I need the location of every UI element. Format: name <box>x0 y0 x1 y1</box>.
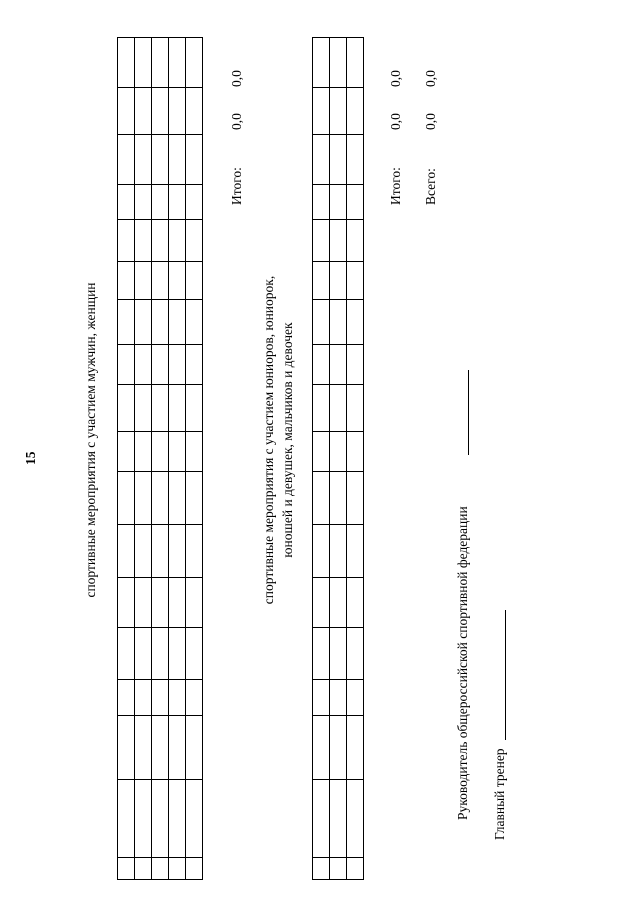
table-cell <box>347 858 364 880</box>
table-row <box>313 38 330 880</box>
table-cell <box>347 680 364 716</box>
table-cell <box>347 628 364 680</box>
table-cell <box>313 716 330 780</box>
table-cell <box>135 525 152 578</box>
table-cell <box>330 38 347 88</box>
table-cell <box>169 300 186 345</box>
table-cell <box>330 300 347 345</box>
table-cell <box>135 38 152 88</box>
table-cell <box>118 135 135 185</box>
table-row <box>135 38 152 880</box>
table-cell <box>186 578 203 628</box>
coach-signature-line <box>505 610 506 740</box>
section2-title-line1: спортивные мероприятия с участием юниоров, юниорок, <box>261 275 276 605</box>
section1-total-label: Итого: <box>229 167 244 205</box>
table-cell <box>313 185 330 220</box>
table-cell <box>186 38 203 88</box>
table-cell <box>313 135 330 185</box>
table-cell <box>169 262 186 300</box>
table-cell <box>347 38 364 88</box>
table-cell <box>169 680 186 716</box>
table-cell <box>169 716 186 780</box>
grand-total-value-2: 0,0 <box>423 70 438 87</box>
table-cell <box>313 38 330 88</box>
table-cell <box>186 135 203 185</box>
table-cell <box>169 38 186 88</box>
table-cell <box>118 858 135 880</box>
table-cell <box>118 185 135 220</box>
table-cell <box>186 185 203 220</box>
table-cell <box>118 88 135 135</box>
grand-total-value-1: 0,0 <box>423 113 438 130</box>
table-cell <box>169 472 186 525</box>
table-cell <box>152 88 169 135</box>
table-cell <box>152 716 169 780</box>
table-cell <box>135 680 152 716</box>
section2-total-value-2: 0,0 <box>388 70 403 87</box>
table-cell <box>118 385 135 432</box>
section1-total-value-1: 0,0 <box>229 113 244 130</box>
table-row <box>330 38 347 880</box>
table-cell <box>330 432 347 472</box>
section2-total-value-1: 0,0 <box>388 113 403 130</box>
table-cell <box>169 858 186 880</box>
table-cell <box>313 858 330 880</box>
table-cell <box>169 432 186 472</box>
table-cell <box>135 88 152 135</box>
table-cell <box>118 38 135 88</box>
table-cell <box>169 385 186 432</box>
table-cell <box>186 385 203 432</box>
table-cell <box>330 472 347 525</box>
table-cell <box>135 780 152 858</box>
table-cell <box>152 680 169 716</box>
table-cell <box>186 300 203 345</box>
table-cell <box>186 680 203 716</box>
table-cell <box>330 262 347 300</box>
table-cell <box>152 858 169 880</box>
section1-title: спортивные мероприятия с участием мужчин, женщин <box>83 282 98 598</box>
table-cell <box>347 578 364 628</box>
table-cell <box>169 88 186 135</box>
table-cell <box>313 525 330 578</box>
table-cell <box>118 780 135 858</box>
table-cell <box>169 135 186 185</box>
table-cell <box>330 858 347 880</box>
table-cell <box>186 432 203 472</box>
section2-total-label: Итого: <box>388 167 403 205</box>
table-cell <box>169 220 186 262</box>
table-cell <box>152 220 169 262</box>
table-cell <box>118 578 135 628</box>
table-cell <box>313 345 330 385</box>
table-cell <box>330 680 347 716</box>
table-cell <box>169 345 186 385</box>
table-cell <box>186 262 203 300</box>
table-row <box>347 38 364 880</box>
table-cell <box>330 628 347 680</box>
table-cell <box>135 432 152 472</box>
head-signature-line <box>468 370 469 455</box>
page-number: 15 <box>23 451 38 465</box>
table-cell <box>118 680 135 716</box>
table-cell <box>169 578 186 628</box>
table-cell <box>330 525 347 578</box>
table-cell <box>135 578 152 628</box>
table-cell <box>118 300 135 345</box>
table-cell <box>152 38 169 88</box>
table-cell <box>186 345 203 385</box>
table-cell <box>186 780 203 858</box>
table-cell <box>330 220 347 262</box>
table-cell <box>152 432 169 472</box>
table-cell <box>186 716 203 780</box>
table-cell <box>313 432 330 472</box>
table-cell <box>313 300 330 345</box>
table-row <box>152 38 169 880</box>
table-cell <box>347 432 364 472</box>
table-cell <box>347 525 364 578</box>
table-cell <box>169 525 186 578</box>
table-cell <box>135 628 152 680</box>
table-cell <box>186 88 203 135</box>
table-cell <box>118 220 135 262</box>
table-cell <box>135 220 152 262</box>
table-cell <box>313 578 330 628</box>
table-cell <box>169 628 186 680</box>
table-cell <box>313 680 330 716</box>
table-cell <box>118 262 135 300</box>
table-cell <box>169 780 186 858</box>
table-cell <box>135 385 152 432</box>
table-cell <box>152 578 169 628</box>
table-cell <box>118 716 135 780</box>
table-cell <box>169 185 186 220</box>
table-cell <box>186 525 203 578</box>
table-cell <box>347 345 364 385</box>
table-cell <box>313 262 330 300</box>
table-cell <box>330 716 347 780</box>
table-cell <box>347 472 364 525</box>
table-cell <box>313 220 330 262</box>
table-cell <box>347 88 364 135</box>
table-cell <box>313 628 330 680</box>
table-section1 <box>117 37 203 880</box>
table-cell <box>118 628 135 680</box>
table-cell <box>330 135 347 185</box>
table-cell <box>330 385 347 432</box>
table-cell <box>135 185 152 220</box>
table-cell <box>347 220 364 262</box>
head-signature-label: Руководитель общероссийской спортивной федерации <box>455 506 470 820</box>
table-cell <box>118 472 135 525</box>
table-cell <box>152 385 169 432</box>
table-cell <box>135 300 152 345</box>
table-cell <box>152 135 169 185</box>
table-cell <box>118 525 135 578</box>
table-cell <box>330 185 347 220</box>
table-cell <box>186 472 203 525</box>
table-cell <box>186 628 203 680</box>
table-cell <box>118 345 135 385</box>
table-cell <box>152 345 169 385</box>
table-cell <box>347 716 364 780</box>
table-cell <box>347 262 364 300</box>
section2-title-line2: юношей и девушек, мальчиков и девочек <box>280 322 295 558</box>
table-cell <box>313 472 330 525</box>
table-cell <box>313 780 330 858</box>
table-section2 <box>312 37 364 880</box>
table-cell <box>135 716 152 780</box>
table-cell <box>347 185 364 220</box>
table-cell <box>330 345 347 385</box>
table-row <box>169 38 186 880</box>
table-cell <box>152 262 169 300</box>
table-cell <box>135 135 152 185</box>
table-cell <box>135 858 152 880</box>
table-cell <box>118 432 135 472</box>
table-cell <box>347 780 364 858</box>
table-cell <box>135 472 152 525</box>
table-cell <box>313 385 330 432</box>
table-cell <box>152 300 169 345</box>
coach-signature-label: Главный тренер <box>492 748 507 840</box>
table-cell <box>347 300 364 345</box>
table-cell <box>347 135 364 185</box>
table-cell <box>347 385 364 432</box>
table-cell <box>330 780 347 858</box>
section1-total-value-2: 0,0 <box>229 70 244 87</box>
table-cell <box>135 345 152 385</box>
grand-total-label: Всего: <box>423 168 438 205</box>
table-cell <box>186 858 203 880</box>
table-cell <box>330 88 347 135</box>
table-cell <box>186 220 203 262</box>
table-row <box>118 38 135 880</box>
table-cell <box>152 185 169 220</box>
table-cell <box>330 578 347 628</box>
table-row <box>186 38 203 880</box>
table-cell <box>135 262 152 300</box>
table-cell <box>152 780 169 858</box>
table-cell <box>152 525 169 578</box>
table-cell <box>152 628 169 680</box>
table-cell <box>313 88 330 135</box>
table-cell <box>152 472 169 525</box>
